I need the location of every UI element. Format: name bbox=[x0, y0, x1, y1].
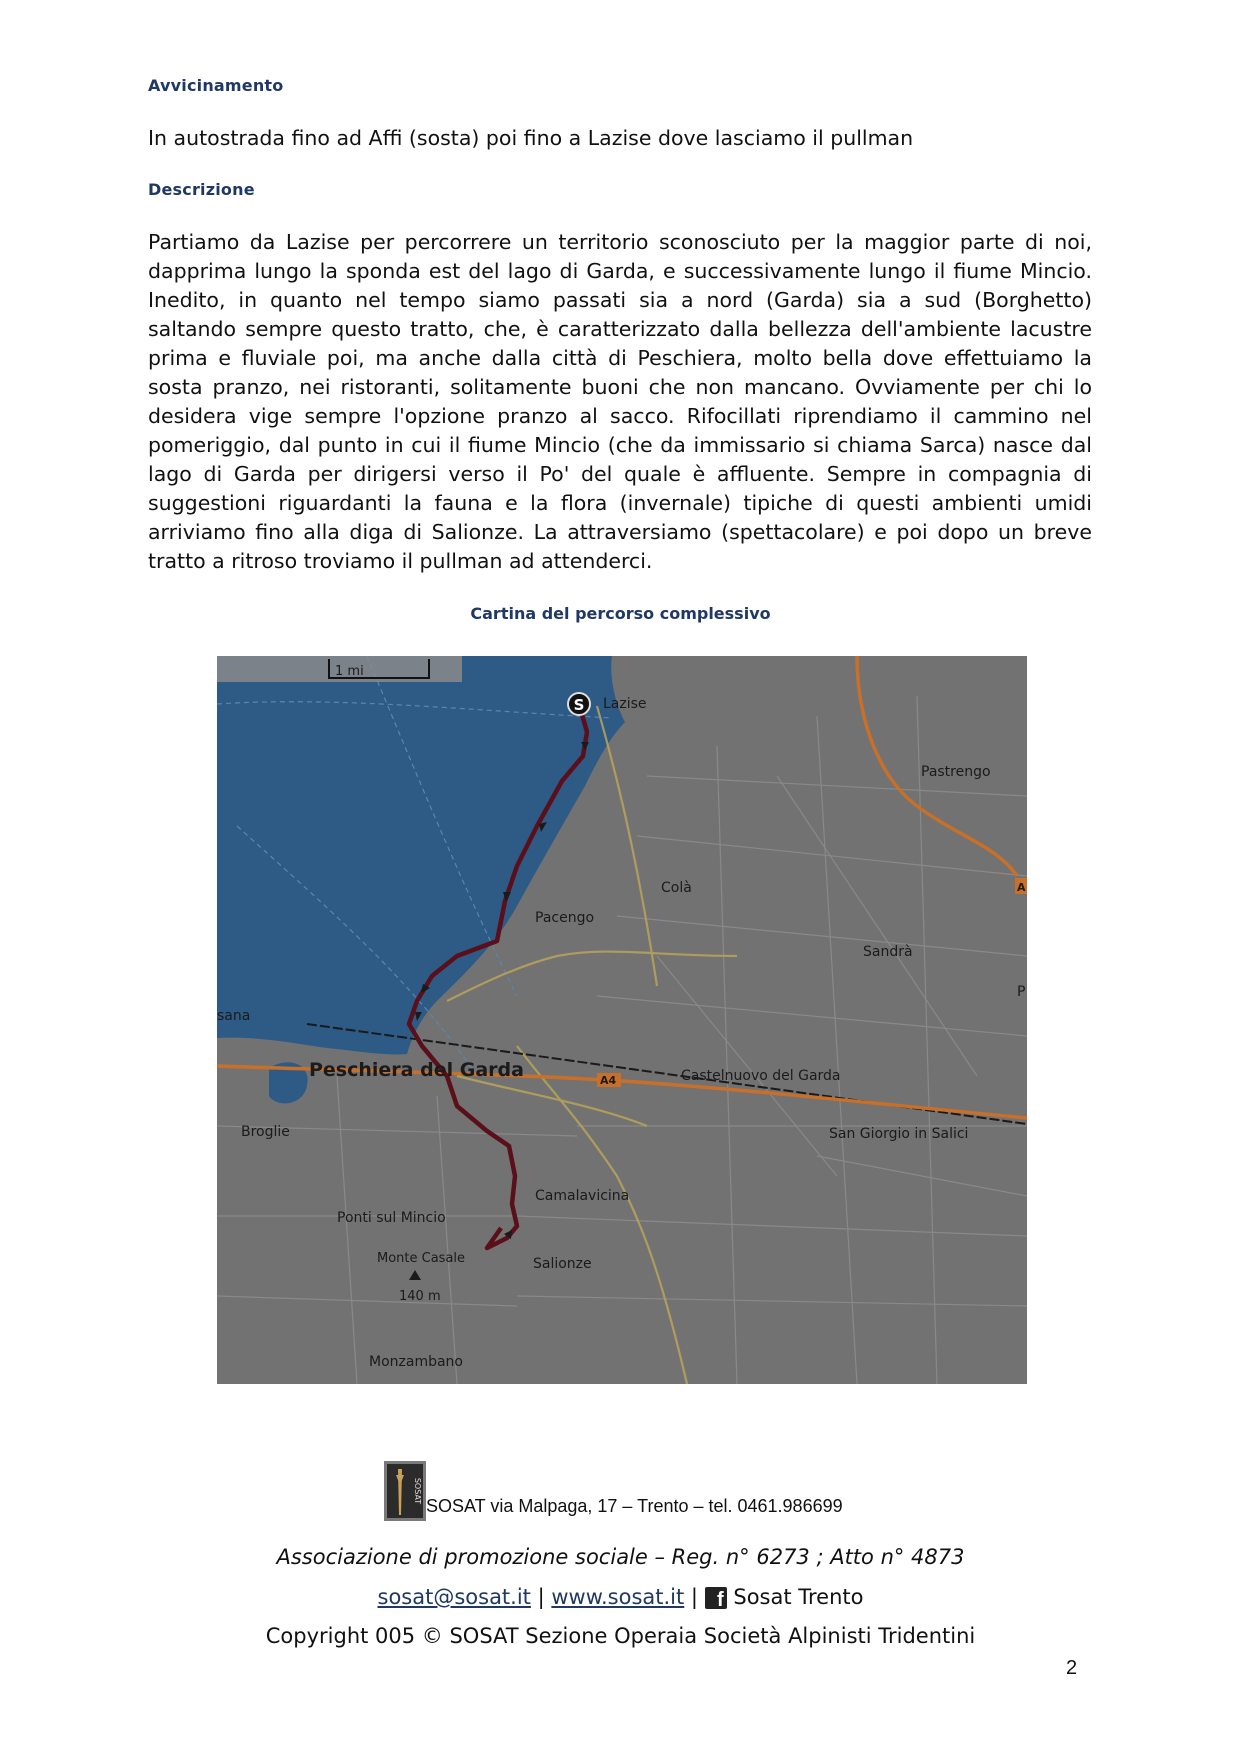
label-monzambano: Monzambano bbox=[369, 1354, 463, 1370]
label-salionze: Salionze bbox=[533, 1256, 592, 1272]
label-monte-casale: Monte Casale bbox=[377, 1251, 466, 1266]
label-cola: Colà bbox=[661, 880, 692, 896]
map-scale-label: 1 mi bbox=[335, 664, 364, 679]
approach-text: In autostrada fino ad Affi (sosta) poi fino a Lazise dove lasciamo il pullman bbox=[148, 126, 914, 150]
map-caption: Cartina del percorso complessivo bbox=[470, 604, 771, 623]
footer-separator: | bbox=[537, 1585, 545, 1609]
label-sana: sana bbox=[217, 1008, 251, 1024]
facebook-icon[interactable]: f bbox=[705, 1587, 727, 1609]
label-camalavicina: Camalavicina bbox=[535, 1188, 630, 1204]
footer-links bbox=[0, 1585, 1241, 1609]
description-heading: Descrizione bbox=[148, 180, 255, 199]
footer-separator: | bbox=[690, 1585, 698, 1609]
approach-heading: Avvicinamento bbox=[148, 76, 284, 95]
footer-address: SOSAT via Malpaga, 17 – Trento – tel. 0461.986699 bbox=[426, 1496, 843, 1516]
label-pastrengo: Pastrengo bbox=[921, 764, 991, 780]
label-pacengo: Pacengo bbox=[535, 910, 595, 926]
label-sandra: Sandrà bbox=[863, 944, 913, 960]
description-text: Partiamo da Lazise per percorrere un territorio sconosciuto per la maggior parte di noi, dapprima lungo la sponda est del lago di Garda, e successivamente lungo il fiume Mincio. Inedito, in quanto nel tempo siamo passati sia a nord (Garda) sia a sud (Borghetto) saltando sempre questo tratto, che, è caratterizzato dalla bellezza dell'ambiente lacustre prima e fluviale poi, ma anche dalla città di Peschiera, molto bella dove effettuiamo la sosta pranzo, nei ristoranti, solitamente buoni che non mancano. Ovviamente per chi lo desidera vige sempre l'opzione pranzo al sacco. Rifocillati riprendiamo il cammino nel pomeriggio, dal punto in cui il fiume Mincio (che da immissario si chiama Sarca) nasce dal lago di Garda per dirigersi verso il Po' del quale è affluente. Sempre in compagnia di suggestioni riguardanti la fauna e la flora (invernale) tipiche di questi ambienti umidi arriviamo fino alla diga di Salionze. La attraversiamo (spettacolare) e poi dopo un breve tratto a ritroso troviamo il pullman ad attenderci. bbox=[148, 230, 1092, 573]
sosat-logo bbox=[384, 1461, 426, 1521]
facebook-label[interactable]: Sosat Trento bbox=[733, 1585, 864, 1609]
logo-text: SOSAT bbox=[413, 1477, 422, 1505]
email-link[interactable]: sosat@sosat.it bbox=[377, 1585, 531, 1609]
label-broglie: Broglie bbox=[241, 1124, 290, 1140]
footer-copyright: Copyright 005 © SOSAT Sezione Operaia Società Alpinisti Tridentini bbox=[265, 1624, 976, 1648]
page-number: 2 bbox=[1066, 1657, 1078, 1679]
label-ponti: Ponti sul Mincio bbox=[337, 1210, 446, 1226]
label-edge-a: A bbox=[1017, 881, 1026, 894]
label-elevation: 140 m bbox=[399, 1289, 441, 1304]
label-edge-p: P bbox=[1017, 984, 1026, 1000]
label-lazise: Lazise bbox=[603, 696, 647, 712]
website-link[interactable]: www.sosat.it bbox=[551, 1585, 685, 1609]
label-castelnuovo: Castelnuovo del Garda bbox=[681, 1068, 841, 1084]
label-peschiera: Peschiera del Garda bbox=[309, 1059, 524, 1081]
route-map bbox=[217, 656, 1027, 1384]
footer-association: Associazione di promozione sociale – Reg. n° 6273 ; Atto n° 4873 bbox=[276, 1545, 965, 1569]
start-marker: S bbox=[573, 696, 585, 714]
label-san-giorgio: San Giorgio in Salici bbox=[829, 1126, 969, 1142]
label-a4: A4 bbox=[600, 1074, 617, 1087]
